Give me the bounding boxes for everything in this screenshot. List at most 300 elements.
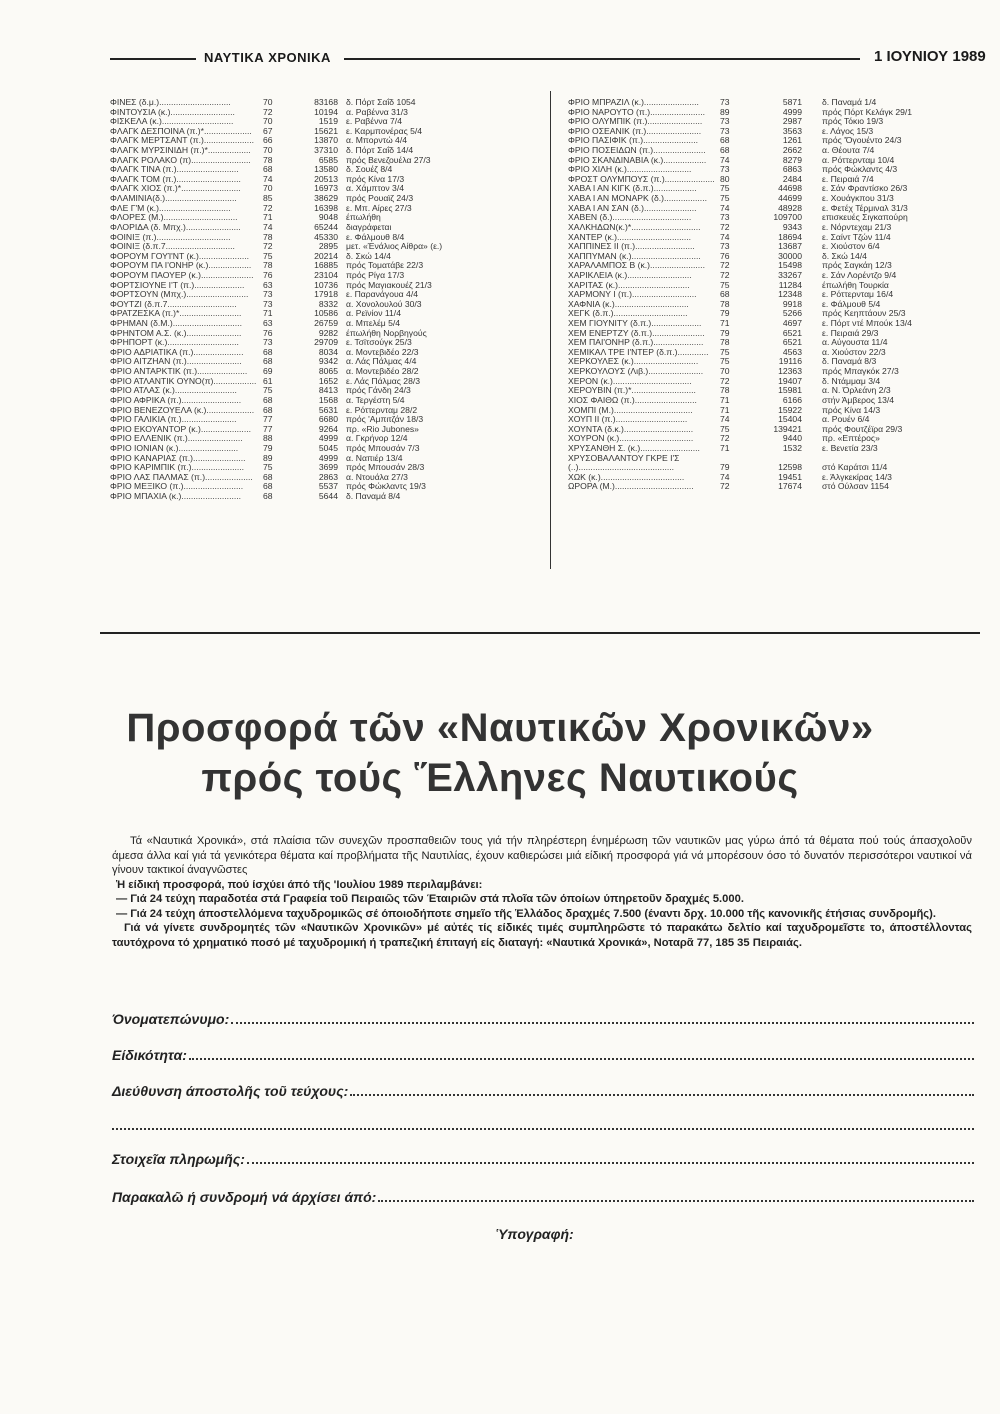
ship-name: ΦΛΑΓΚ ΜΕΡΤΣΑΝΤ (π.)..................... <box>110 136 254 146</box>
ship-tonnage: 4999 <box>318 433 338 444</box>
ship-location: α. Θέουτα 7/4 <box>822 145 875 156</box>
ship-year: 68 <box>263 481 273 492</box>
ship-year: 78 <box>720 337 730 348</box>
ship-name: ΧΕΡΚΟΥΛΟΥΣ (Λιβ.)....................... <box>568 367 704 377</box>
ship-location: ε. Φετέχ Τέρμιναλ 31/3 <box>822 202 908 213</box>
ship-year: 68 <box>720 289 730 300</box>
ship-tonnage: 12598 <box>778 462 802 473</box>
ship-location: ε. Λάγος 15/3 <box>822 125 874 136</box>
ship-location: ε. Βενετία 23/3 <box>822 442 878 453</box>
issue-date: 1 ΙΟΥΝΙΟΥ 1989 <box>874 48 986 65</box>
ship-name: ΦΡΙΟ ΓΑΛΙΚΙΑ (π.)....................... <box>110 415 237 425</box>
ship-name: ΦΡΙΟ ΑΤΛΑΝΤΙΚ ΟΥΝΟ(π).................. <box>110 376 257 386</box>
ship-name: ΧΑΒΑ Ι ΑΝ ΜΟΝΑΡΚ (δ.).................. <box>568 194 707 204</box>
ship-tonnage: 4563 <box>782 346 802 357</box>
ship-name: ΧΟΥΡΟΝ (κ.)............................... <box>568 434 694 444</box>
ship-tonnage: 6863 <box>782 164 802 175</box>
ship-location: ε. Ρόττερνταμ 16/4 <box>822 289 894 300</box>
ship-name: ΦΟΥΤΖΙ (δ.π.7............................. <box>110 299 237 309</box>
ship-year: 80 <box>720 173 730 184</box>
ship-name: ΧΟΜΠΙ (Μ.)................................. <box>568 405 693 415</box>
ship-name: ΧΑΒΑ Ι ΑΝ ΣΑΝ (δ.)...................... <box>568 203 697 213</box>
ship-tonnage: 2895 <box>318 241 338 252</box>
ship-name: ΧΕΜΙΚΑΛ ΤΡΕ Ι'ΝΤΕΡ (δ.π.)............. <box>568 347 709 357</box>
ship-tonnage: 4999 <box>782 106 802 117</box>
ship-name: ΧΡΥΣΑΝΘΗ Σ. (κ.)......................... <box>568 443 700 453</box>
offer-lead: Ἡ είδική προσφορά, πού ίσχύει άπό τῆς 'Ιουλίου 1989 περιλαμβάνει: <box>116 878 483 891</box>
ship-row <box>568 252 978 262</box>
ship-tonnage: 44698 <box>778 183 802 194</box>
ship-row <box>568 261 978 271</box>
ship-name: ΧΕΡΚΟΥΛΕΣ (κ.)........................... <box>568 357 699 367</box>
ship-year: 73 <box>720 241 730 252</box>
ship-tonnage: 16398 <box>314 202 338 213</box>
ship-name: ΦΙΣΚΕΛΑ (κ.).............................. <box>110 117 234 127</box>
ship-name: ΧΑΒΕΝ (δ.)................................. <box>568 213 692 223</box>
ship-tonnage: 3563 <box>782 125 802 136</box>
ship-year: 75 <box>720 193 730 204</box>
ship-year: 73 <box>720 164 730 175</box>
ship-year: 79 <box>263 442 273 453</box>
ship-name: ΧΑΡΜΟΝΥ Ι (π.)........................... <box>568 290 697 300</box>
ship-tonnage: 5045 <box>318 442 338 453</box>
ship-tonnage: 4697 <box>782 318 802 329</box>
ship-row <box>568 281 978 291</box>
name-field-label: Όνοματεπώνυμο: <box>112 1011 230 1027</box>
ship-location: πρός Φώκλαντς 4/3 <box>822 164 898 175</box>
ship-tonnage: 44699 <box>778 193 802 204</box>
ship-tonnage: 33267 <box>778 269 802 280</box>
ship-name: ΧΑΦΝΙΑ (κ.)............................... <box>568 299 689 309</box>
ship-location: α. Ρεϊνίον 11/4 <box>346 308 401 319</box>
ship-name: ΦΙΝΤΟΥΣΙΑ (κ.)........................... <box>110 107 235 117</box>
ship-year: 75 <box>720 279 730 290</box>
signature-label: Ὑπογραφή: <box>496 1226 574 1242</box>
address-field-continuation[interactable] <box>112 1116 974 1130</box>
ship-name: ΦΡΙΟ ΛΑΣ ΠΑΛΜΑΣ (π.).................... <box>110 472 253 482</box>
ship-name: ΦΡΑΤΖΕΣΚΑ (π.)*.......................... <box>110 309 242 319</box>
ship-location: ε. Νόρντεχαμ 21/3 <box>822 221 892 232</box>
name-field-line[interactable] <box>231 1010 974 1024</box>
offer-item-1: — Γιά 24 τεύχη παραδοτέα στά Γραφεία τοῦ Πειραιῶς τῶν Έταιριῶν στά πλοῖα τῶν όποίων ύπηρετοῦν δραχμές 5.000. <box>116 893 744 905</box>
ship-location: ε. Πειραιά 7/4 <box>822 173 874 184</box>
start-date-field-label: Παρακαλῶ ή συνδρομή νά άρχίσει άπό: <box>112 1189 377 1205</box>
ship-tonnage: 19407 <box>778 375 802 386</box>
ship-tonnage: 48928 <box>778 202 802 213</box>
ship-tonnage: 19116 <box>778 356 802 367</box>
ship-tonnage: 139421 <box>773 423 802 434</box>
payment-field[interactable] <box>112 1150 974 1167</box>
ship-name: ΦΟΙΝΙΞ (δ.π.7............................. <box>110 242 235 252</box>
ship-location: στό Ούλσαν 1154 <box>822 481 889 492</box>
ship-tonnage: 5537 <box>318 481 338 492</box>
ship-location: πρός Βενεζουέλα 27/3 <box>346 154 431 165</box>
ship-row <box>110 492 540 502</box>
ship-tonnage: 8332 <box>318 298 338 309</box>
ship-location: ε. Καρμπονέρας 5/4 <box>346 125 423 136</box>
ship-location: ε. Παρανάγουα 4/4 <box>346 289 418 300</box>
ship-location: α. Ναπιέρ 13/4 <box>346 452 403 463</box>
ship-name: ΧΕΜ ΕΝΕΡΤΖΥ (δ.π.)...................... <box>568 328 705 338</box>
ship-row <box>568 300 978 310</box>
ship-year: 73 <box>263 337 273 348</box>
ship-location: ε. Πόρτ ντέ Μπούκ 13/4 <box>822 318 912 329</box>
ship-name: ΦΛΑΓΚ ΡΟΛΑΚΟ (π)......................... <box>110 155 251 165</box>
ship-year: 72 <box>720 269 730 280</box>
ship-tonnage: 12348 <box>778 289 802 300</box>
ship-name: ΦΡΙΟ ΑΔΡΙΑΤΙΚΑ (π.)..................... <box>110 347 244 357</box>
ship-location: πρός Φώκλαντς 19/3 <box>346 481 426 492</box>
ship-year: 72 <box>263 202 273 213</box>
ship-tonnage: 17674 <box>778 481 802 492</box>
ship-location: ε. Σαίντ Τζών 11/4 <box>822 231 891 242</box>
ship-year: 73 <box>720 125 730 136</box>
ship-name: ΦΡΙΟ ΑΤΛΑΣ (κ.).......................... <box>110 386 237 396</box>
ship-year: 76 <box>263 327 273 338</box>
ship-name: ΦΡΙΟ ΟΛΥΜΠΙΚ (π.)....................... <box>568 117 703 127</box>
ship-year: 71 <box>263 308 273 319</box>
ship-tonnage: 9343 <box>782 221 802 232</box>
ship-row <box>568 406 978 416</box>
ship-name: ΦΡΗΠΟΡΤ (κ.).............................. <box>110 338 239 348</box>
ship-location: ε. Τσϊτσούγκ 25/3 <box>346 337 412 348</box>
ship-location: δ. Πόρτ Σαΐδ 14/4 <box>346 145 414 156</box>
ship-row <box>568 184 978 194</box>
ship-name: ΦΡΙΟ ΠΟΣΕΙΔΩΝ (π.)...................... <box>568 146 706 156</box>
ship-year: 72 <box>720 221 730 232</box>
ship-row <box>568 136 978 146</box>
ship-year: 74 <box>720 202 730 213</box>
ship-tonnage: 15498 <box>778 260 802 271</box>
ship-tonnage: 15981 <box>778 385 802 396</box>
ship-row <box>568 434 978 444</box>
ship-tonnage: 6521 <box>782 327 802 338</box>
ship-tonnage: 8034 <box>318 346 338 357</box>
ship-year: 70 <box>263 183 273 194</box>
ship-location: α. Ρουέν 6/4 <box>822 414 870 425</box>
ship-name: ΦΡΙΟ ΑΦΡΙΚΑ (π.)......................... <box>110 395 242 405</box>
ship-tonnage: 9264 <box>318 423 338 434</box>
ship-row <box>568 233 978 243</box>
ship-tonnage: 18694 <box>778 231 802 242</box>
ship-tonnage: 16973 <box>314 183 338 194</box>
ship-year: 73 <box>720 212 730 223</box>
ship-year: 72 <box>263 106 273 117</box>
ship-year: 72 <box>720 481 730 492</box>
ship-year: 76 <box>720 250 730 261</box>
ship-location: δ. Σκώ 14/4 <box>346 250 391 261</box>
ship-name: ΦΡΗΝΤΟΜ Α.Σ. (κ.)....................... <box>110 328 242 338</box>
ship-location: έπωλήθη <box>346 212 381 223</box>
ship-year: 78 <box>263 231 273 242</box>
address-field-line[interactable] <box>350 1082 974 1096</box>
ship-location: πρός Μπαγκόκ 27/3 <box>822 366 899 377</box>
ship-name: ΧΕΜ ΠΑΙ'ΟΝΗΡ (δ.π.)..................... <box>568 338 704 348</box>
ship-row <box>568 242 978 252</box>
ship-tonnage: 2662 <box>782 145 802 156</box>
ship-location: α. Ραβέννα 31/3 <box>346 106 408 117</box>
ship-name: ΦΡΙΟ ΕΛΛΕΝΙΚ (π.)....................... <box>110 434 243 444</box>
ship-year: 70 <box>263 97 273 107</box>
ship-location: ε. Ρόττερνταμ 28/2 <box>346 404 418 415</box>
header-rule-right <box>344 58 860 60</box>
ship-name: ΦΡΙΟ ΜΠΑΧΙΑ (κ.)......................... <box>110 491 242 501</box>
ship-year: 73 <box>263 289 273 300</box>
ship-location: πρ. «Επτέρος» <box>822 433 880 444</box>
address-field[interactable] <box>112 1082 974 1099</box>
ship-year: 75 <box>263 462 273 473</box>
ship-location: δ. Παναμά 8/4 <box>346 490 401 501</box>
ship-year: 68 <box>263 471 273 482</box>
ship-location: δ. Σουέζ 8/4 <box>346 164 393 175</box>
ship-tonnage: 83168 <box>314 97 338 107</box>
payment-field-line[interactable] <box>247 1150 974 1164</box>
ship-row <box>568 127 978 137</box>
offer-item-2: — Γιά 24 τεύχη άποστελλόμενα ταχυδρομικῶς σέ όποιοδήποτε σημεῖο τῆς Ἑλλάδος δραχμές 7.500 (έναντι δρχ. 10.000 τῆς κανονικῆς έτήσιας συνδρομῆς). <box>116 907 936 920</box>
ship-tonnage: 23104 <box>314 269 338 280</box>
ship-year: 61 <box>263 375 273 386</box>
ship-row <box>568 357 978 367</box>
ship-name: ΧΑΝΤΕΡ (κ.)............................... <box>568 232 692 242</box>
specialty-field-label: Είδικότητα: <box>112 1047 187 1063</box>
ship-row <box>568 165 978 175</box>
specialty-field-line[interactable] <box>189 1046 974 1060</box>
ship-tonnage: 9048 <box>318 212 338 223</box>
ship-year: 72 <box>720 433 730 444</box>
ship-year: 71 <box>263 212 273 223</box>
ship-name: ΦΡΙΟ ΕΚΟΥΑΝΤΟΡ (κ.)..................... <box>110 424 251 434</box>
ship-tonnage: 45330 <box>314 231 338 242</box>
ship-location: πρ. «Rio Jubones» <box>346 423 419 434</box>
ship-location: πρός Κεηπτάουν 25/3 <box>822 308 906 319</box>
ship-tonnage: 10194 <box>314 106 338 117</box>
ship-year: 71 <box>720 442 730 453</box>
ship-year: 73 <box>720 116 730 127</box>
ship-location: α. Τεργέστη 5/4 <box>346 394 405 405</box>
ship-row <box>568 473 978 483</box>
ship-row <box>568 309 978 319</box>
ship-name: ΧΡΥΣΟΒΑΛΑΝΤΟΥ ΓΚΡΕ Ι'Σ <box>568 453 680 463</box>
ship-tonnage: 15404 <box>778 414 802 425</box>
ship-year: 85 <box>263 193 273 204</box>
ship-year: 75 <box>720 356 730 367</box>
ship-location: α. Μοντεβιδέο 22/3 <box>346 346 419 357</box>
ship-name: ΦΡΙΟ ΝΑΡΟΥΤΟ (π.)....................... <box>568 107 705 117</box>
ship-row <box>568 425 978 435</box>
ship-name: ΦΡΙΟ ΑΙΤΖΗΑΝ (π.)....................... <box>110 357 242 367</box>
ship-location: στήν Άμβερος 13/4 <box>822 394 895 405</box>
ship-year: 71 <box>720 318 730 329</box>
ship-year: 73 <box>263 298 273 309</box>
ship-year: 77 <box>263 423 273 434</box>
ship-row <box>568 482 978 492</box>
ship-location: πρός Τόκιο 19/3 <box>822 116 884 127</box>
ship-tonnage: 30000 <box>778 250 802 261</box>
ship-name: ΦΡΟΣΤ ΟΛΥΜΠΟΥΣ (π.)..................... <box>568 174 715 184</box>
ship-tonnage: 8413 <box>318 385 338 396</box>
ship-name: ΧΑΡΙΚΛΕΙΑ (κ.)........................... <box>568 270 692 280</box>
offer-description <box>112 834 972 950</box>
ship-row <box>568 98 978 108</box>
ship-row <box>568 108 978 118</box>
ship-tonnage: 20214 <box>314 250 338 261</box>
subscription-instructions: Γιά νά γίνετε συνδρομητές τῶν «Ναυτικῶν Χρονικῶν» μέ αὐτές τίς είδικές τιμές συμπληρῶστε τό παρακάτω δελτίο καί ταχυδρομεῖστε το, άποστέλλοντας ταυτόχρονα τό χρηματικό ποσό μέ ταχυδρομική ή τραπεζική έπιταγή είς διαταγή: «Ναυτικά Χρονικά», Νοταρᾶ 77, 185 35 Πειραιάς. <box>112 922 972 949</box>
ship-tonnage: 11284 <box>778 279 802 290</box>
ship-year: 74 <box>263 173 273 184</box>
ship-location: α. Μοντεβιδέο 28/2 <box>346 366 419 377</box>
ship-year: 71 <box>720 404 730 415</box>
ship-location: πρός Πόρτ Κελάγκ 29/1 <box>822 106 913 117</box>
ship-location: πρός 'Αμπιτζάν 18/3 <box>346 414 424 425</box>
ship-tonnage: 2484 <box>782 173 802 184</box>
ship-row <box>568 367 978 377</box>
ship-year: 72 <box>720 260 730 271</box>
ship-year: 89 <box>263 452 273 463</box>
ship-name: ΧΕΡΟΝ (κ.)................................. <box>568 376 692 386</box>
ship-name: ΦΡΗΜΑΝ (δ.Μ.)............................. <box>110 319 242 329</box>
ship-tonnage: 6521 <box>782 337 802 348</box>
column-divider <box>550 91 551 569</box>
ship-location: ε. Φάλμουθ 8/4 <box>346 231 405 242</box>
ship-year: 76 <box>263 269 273 280</box>
ship-name: ΦΛΑΓΚ ΤΙΝΑ (π.).......................... <box>110 165 239 175</box>
ship-location: πρός Κίνα 14/3 <box>822 404 881 415</box>
ship-tonnage: 13870 <box>314 135 338 146</box>
ship-tonnage: 26759 <box>314 318 338 329</box>
ship-location: έπωλήθη Τουρκία <box>822 279 889 290</box>
ship-location: ε. Φάλμουθ 5/4 <box>822 298 881 309</box>
ship-tonnage: 19451 <box>778 471 802 482</box>
ship-location: α. Ντουάλα 27/3 <box>346 471 408 482</box>
ship-name: ΦΡΙΟ ΧΙΛΗ (κ.)........................... <box>568 165 692 175</box>
ship-name: ΧΕΜ ΓΙΟΥΝΙΤΥ (δ.π.)..................... <box>568 319 702 329</box>
ship-location: πρός Τοματάβε 22/3 <box>346 260 424 271</box>
ship-tonnage: 20513 <box>314 173 338 184</box>
ship-year: 69 <box>263 366 273 377</box>
ship-tonnage: 6166 <box>782 394 802 405</box>
ship-tonnage: 1652 <box>318 375 338 386</box>
ship-location: πρός Φουτζέϊρα 29/3 <box>822 423 903 434</box>
ship-name: ΧΑΡΑΛΑΜΠΟΣ Β (κ.)....................... <box>568 261 705 271</box>
ships-table-left <box>110 98 540 502</box>
ship-tonnage: 17918 <box>314 289 338 300</box>
specialty-field[interactable] <box>112 1046 974 1063</box>
publication-title: ΝΑΥΤΙΚΑ ΧΡΟΝΙΚΑ <box>204 50 331 65</box>
ship-row <box>568 213 978 223</box>
ship-location: πρός Ρουαϊζ 24/3 <box>346 193 414 204</box>
ship-row <box>568 396 978 406</box>
ship-year: 70 <box>263 145 273 156</box>
ship-tonnage: 9342 <box>318 356 338 367</box>
payment-field-label: Στοιχεῖα πληρωμῆς: <box>112 1151 245 1167</box>
ship-name: ΦΟΡΟΥΜ ΠΑ Ι'ΟΝΗΡ (κ.).................. <box>110 261 252 271</box>
ship-row <box>568 319 978 329</box>
ship-tonnage: 13580 <box>314 164 338 175</box>
ship-tonnage: 16885 <box>314 260 338 271</box>
ship-name: ΦΡΙΟ ΒΕΝΕΖΟΥΕΛΑ (κ.).................... <box>110 405 255 415</box>
ship-location: πρός Μπουσάν 28/3 <box>346 462 425 473</box>
ship-tonnage: 29709 <box>314 337 338 348</box>
ships-table-right <box>568 98 978 492</box>
section-separator <box>100 632 980 634</box>
start-date-field-line[interactable] <box>378 1188 974 1202</box>
ship-tonnage: 10736 <box>314 279 338 290</box>
ship-year: 68 <box>263 394 273 405</box>
ship-year: 74 <box>263 221 273 232</box>
ship-tonnage: 9282 <box>318 327 338 338</box>
ship-location: α. Ρόττερνταμ 10/4 <box>822 154 895 165</box>
ship-year: 75 <box>720 423 730 434</box>
ship-year: 78 <box>263 260 273 271</box>
address-field-line-2[interactable] <box>112 1116 974 1130</box>
start-date-field[interactable] <box>112 1188 974 1205</box>
ship-row <box>568 454 978 464</box>
ship-year: 68 <box>263 490 273 501</box>
ship-year: 88 <box>263 433 273 444</box>
ship-location: πρός Μπουσάν 7/3 <box>346 442 420 453</box>
ship-location: μετ. «Ένάλιος Αίθρα» (ε.) <box>346 241 443 252</box>
ship-year: 77 <box>263 414 273 425</box>
header-rule-left <box>110 58 196 60</box>
ship-name: ΩΡΟΡΑ (Μ.)................................. <box>568 482 694 492</box>
ship-name: ΦΛΟΡΕΣ (Μ.)............................... <box>110 213 238 223</box>
ship-row <box>568 290 978 300</box>
ship-tonnage: 5266 <box>782 308 802 319</box>
ship-row <box>568 156 978 166</box>
ship-location: πρός Μαγιακουέζ 21/3 <box>346 279 432 290</box>
ship-tonnage: 5644 <box>318 490 338 501</box>
ship-name: ΦΛΑΓΚ ΤΟΜ (π.)........................... <box>110 174 241 184</box>
ship-row <box>568 175 978 185</box>
ship-tonnage: 5871 <box>782 97 802 107</box>
ship-name: ΦΡΙΟ ΑΝΤΑΡΚΤΙΚ (π.)..................... <box>110 367 248 377</box>
ship-tonnage: 2987 <box>782 116 802 127</box>
ship-year: 78 <box>263 154 273 165</box>
ship-year: 78 <box>720 298 730 309</box>
ship-year: 68 <box>263 356 273 367</box>
ship-row <box>568 348 978 358</box>
ship-tonnage: 8279 <box>782 154 802 165</box>
ship-name: ΦΡΙΟ ΣΚΑΝΔΙΝΑΒΙΑ (κ.).................. <box>568 155 707 165</box>
name-field[interactable] <box>112 1010 974 1027</box>
ship-year: 73 <box>720 97 730 107</box>
ship-row <box>568 386 978 396</box>
ship-year: 68 <box>263 164 273 175</box>
ship-location: ε. Σάν Λορέντζο 9/4 <box>822 269 897 280</box>
ship-name: ΦΛΟΡΙΔΑ (δ. Μπχ.)....................... <box>110 222 241 232</box>
ship-row <box>568 329 978 339</box>
ship-year: 74 <box>720 154 730 165</box>
ship-year: 68 <box>263 404 273 415</box>
ship-location: διαγράφεται <box>346 221 392 232</box>
ship-year: 68 <box>720 145 730 156</box>
ship-tonnage: 8065 <box>318 366 338 377</box>
ship-name: ΦΡΙΟ ΚΑΡΙΜΠΙΚ (π.)...................... <box>110 463 245 473</box>
ship-name: ΦΟΡΟΥΜ ΓΟΥΊ'ΝΤ (κ.)..................... <box>110 251 250 261</box>
offer-headline-line2: πρός τούς Ἕλληνες Ναυτικούς <box>201 756 799 800</box>
ship-location: α. Χάμπτον 3/4 <box>346 183 405 194</box>
ship-name: ΦΟΡΟΥΜ ΠΑΟΥΕΡ (κ.)...................... <box>110 270 254 280</box>
ship-year: 68 <box>263 346 273 357</box>
ship-location: ε. Χιούστον 6/4 <box>822 241 880 252</box>
ship-name: ΧΟΥΝΤΑ (δ.κ.)............................. <box>568 424 694 434</box>
ship-location: α. Μπορντώ 4/4 <box>346 135 407 146</box>
ship-location: δ. Πόρτ Σαΐδ 1054 <box>346 97 416 107</box>
ship-year: 74 <box>720 414 730 425</box>
ship-location: δ. Σκώ 14/4 <box>822 250 867 261</box>
ship-tonnage: 65244 <box>314 221 338 232</box>
ship-name: ΦΟΙΝΙΞ (π.)............................... <box>110 232 231 242</box>
